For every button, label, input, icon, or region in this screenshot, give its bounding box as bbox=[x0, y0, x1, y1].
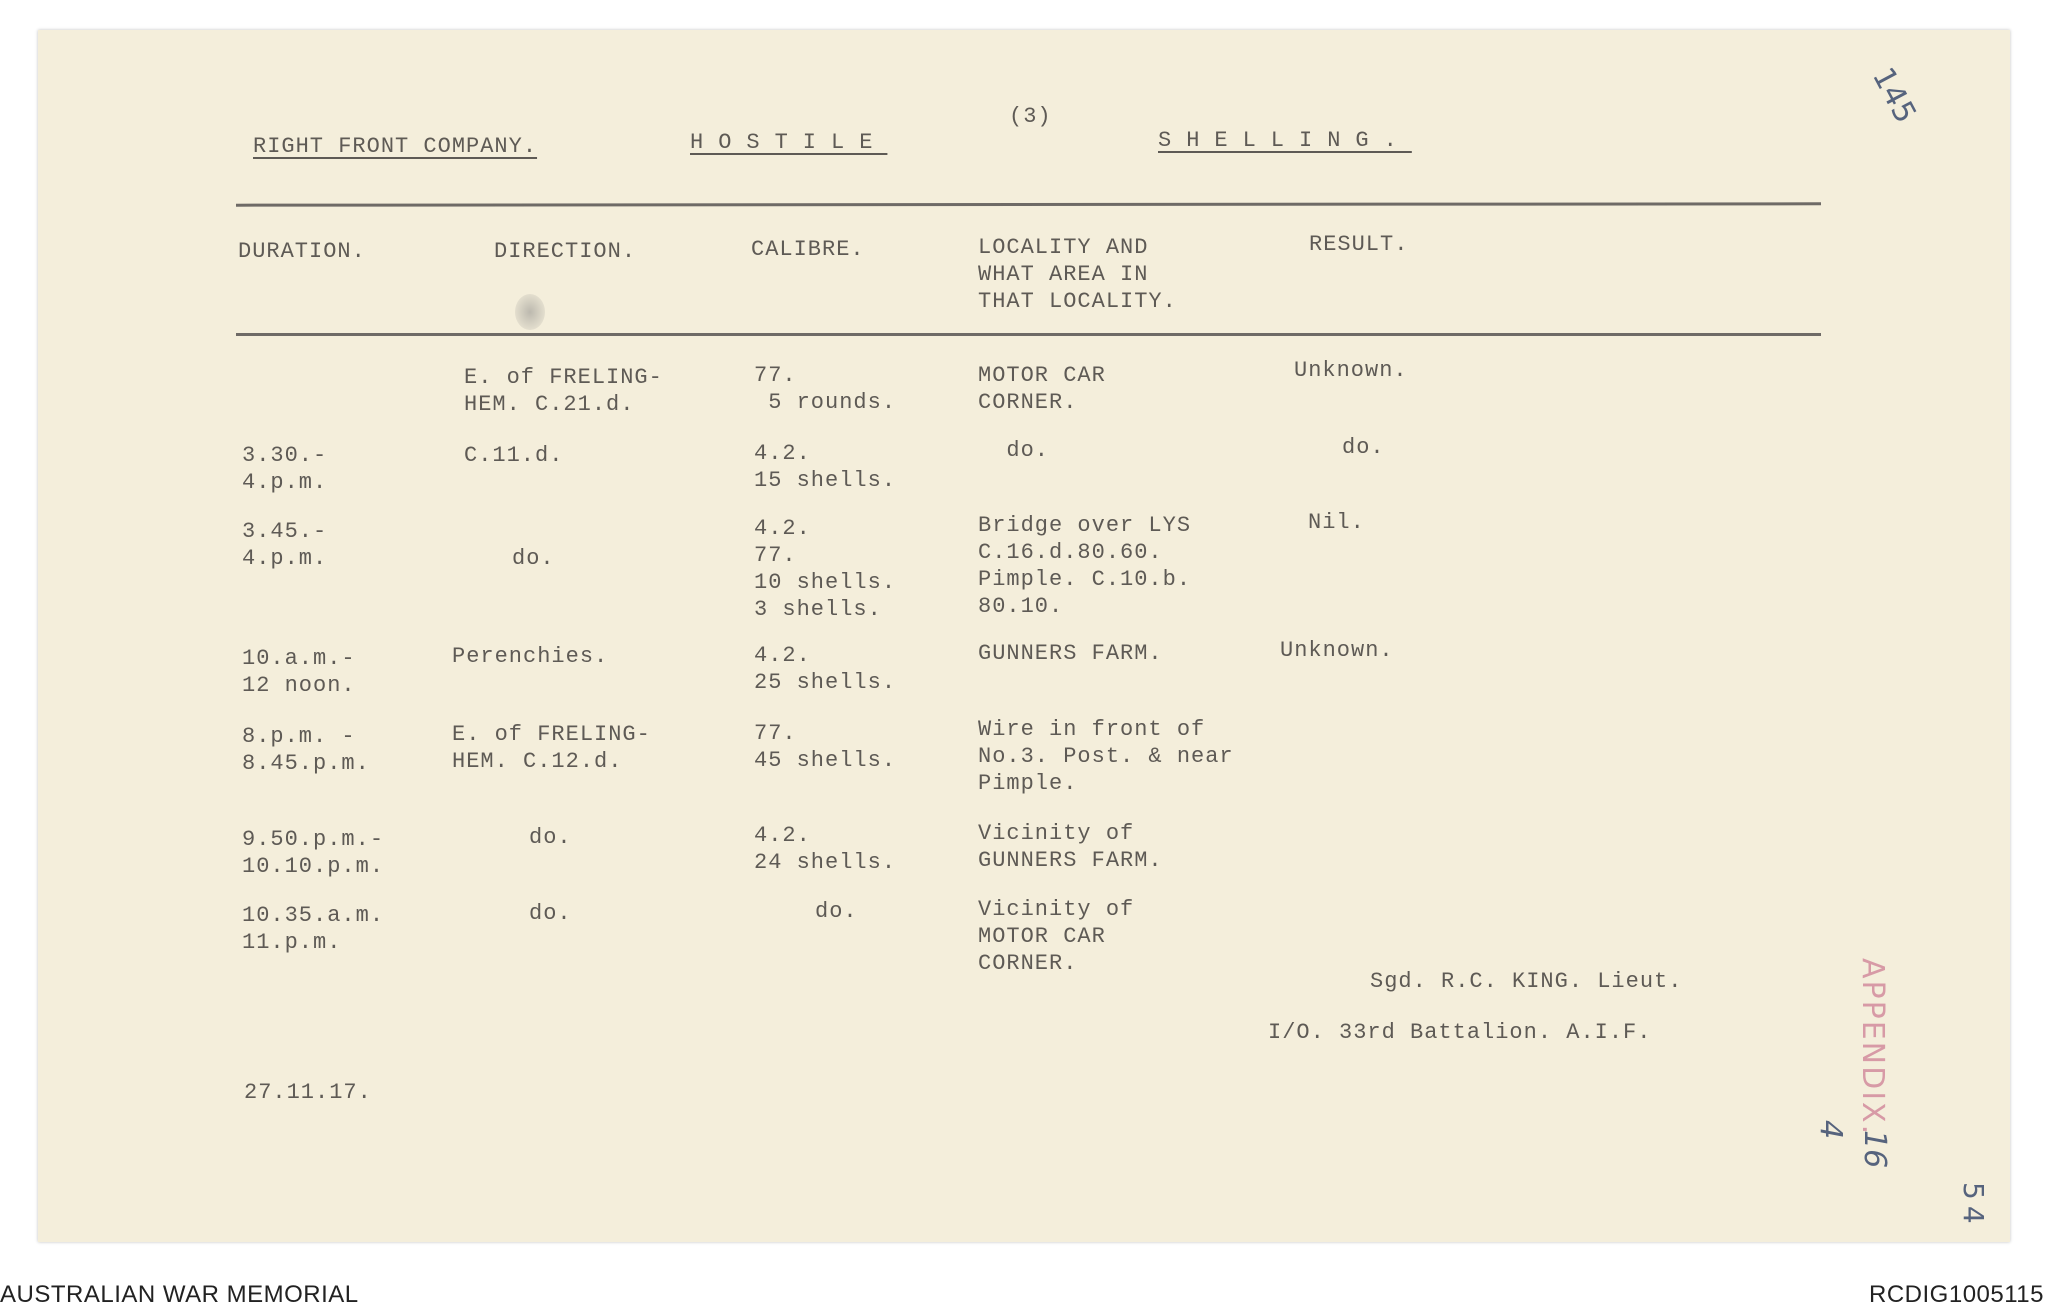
appendix-subnumber: 4 bbox=[1813, 1120, 1848, 1140]
row6-calibre: 4.2. 24 shells. bbox=[754, 823, 897, 875]
row1-locality: MOTOR CAR CORNER. bbox=[978, 363, 1106, 415]
signature-line: Sgd. R.C. KING. Lieut. bbox=[1370, 969, 1683, 994]
row7-duration: 10.35.a.m. 11.p.m. bbox=[242, 903, 385, 955]
row3-calibre: 4.2. 77. 10 shells. 3 shells. bbox=[754, 516, 897, 622]
row5-locality: Wire in front of No.3. Post. & near Pimple. bbox=[978, 717, 1234, 796]
page-number: (3) bbox=[1009, 104, 1052, 129]
row6-duration: 9.50.p.m.- 10.10.p.m. bbox=[242, 827, 385, 879]
appendix-number: 16 bbox=[1857, 1130, 1892, 1169]
heading-hostile: HOSTILE bbox=[690, 130, 888, 155]
col-header-calibre: CALIBRE. bbox=[751, 237, 865, 262]
col-header-direction: DIRECTION. bbox=[494, 239, 637, 264]
row4-direction: Perenchies. bbox=[452, 644, 609, 669]
row7-calibre: do. bbox=[815, 899, 858, 924]
col-header-locality: LOCALITY AND WHAT AREA IN THAT LOCALITY. bbox=[978, 235, 1177, 314]
row1-calibre: 77. 5 rounds. bbox=[754, 363, 897, 415]
row2-calibre: 4.2. 15 shells. bbox=[754, 441, 897, 493]
row4-locality: GUNNERS FARM. bbox=[978, 641, 1163, 666]
row5-duration: 8.p.m. - 8.45.p.m. bbox=[242, 724, 370, 776]
row1-result: Unknown. bbox=[1294, 358, 1408, 383]
row7-locality: Vicinity of MOTOR CAR CORNER. bbox=[978, 897, 1135, 976]
company-heading: RIGHT FRONT COMPANY. bbox=[253, 134, 538, 159]
row2-direction: C.11.d. bbox=[464, 443, 564, 468]
row3-direction: do. bbox=[512, 546, 555, 571]
table-header-rule bbox=[236, 333, 1821, 336]
page-reference: 54 bbox=[1957, 1182, 1990, 1230]
row3-result: Nil. bbox=[1308, 510, 1365, 535]
footer-record-id: RCDIG1005115 bbox=[1869, 1281, 2044, 1308]
row3-duration: 3.45.- 4.p.m. bbox=[242, 519, 328, 571]
row1-direction: E. of FRELING- HEM. C.21.d. bbox=[464, 365, 663, 417]
row5-calibre: 77. 45 shells. bbox=[754, 721, 897, 773]
row2-duration: 3.30.- 4.p.m. bbox=[242, 443, 328, 495]
document-page bbox=[38, 30, 2010, 1242]
col-header-result: RESULT. bbox=[1309, 232, 1409, 257]
row4-result: Unknown. bbox=[1280, 638, 1394, 663]
row7-direction: do. bbox=[529, 901, 572, 926]
row6-locality: Vicinity of GUNNERS FARM. bbox=[978, 821, 1163, 873]
row3-locality: Bridge over LYS C.16.d.80.60. Pimple. C.10.b. 80.10. bbox=[978, 513, 1192, 619]
row6-direction: do. bbox=[529, 825, 572, 850]
row4-duration: 10.a.m.- 12 noon. bbox=[242, 646, 356, 698]
folio-number: 145 bbox=[1865, 62, 1923, 129]
ink-smudge bbox=[515, 294, 545, 330]
row2-locality: do. bbox=[978, 438, 1050, 463]
col-header-duration: DURATION. bbox=[238, 239, 366, 264]
row2-result: do. bbox=[1342, 435, 1385, 460]
document-date: 27.11.17. bbox=[244, 1080, 372, 1105]
signature-title: I/O. 33rd Battalion. A.I.F. bbox=[1268, 1020, 1652, 1045]
row4-calibre: 4.2. 25 shells. bbox=[754, 643, 897, 695]
row5-direction: E. of FRELING- HEM. C.12.d. bbox=[452, 722, 651, 774]
footer-archive-name: AUSTRALIAN WAR MEMORIAL bbox=[0, 1281, 359, 1308]
appendix-stamp: APPENDIX. bbox=[1855, 958, 1890, 1137]
heading-shelling: SHELLING. bbox=[1158, 128, 1412, 153]
